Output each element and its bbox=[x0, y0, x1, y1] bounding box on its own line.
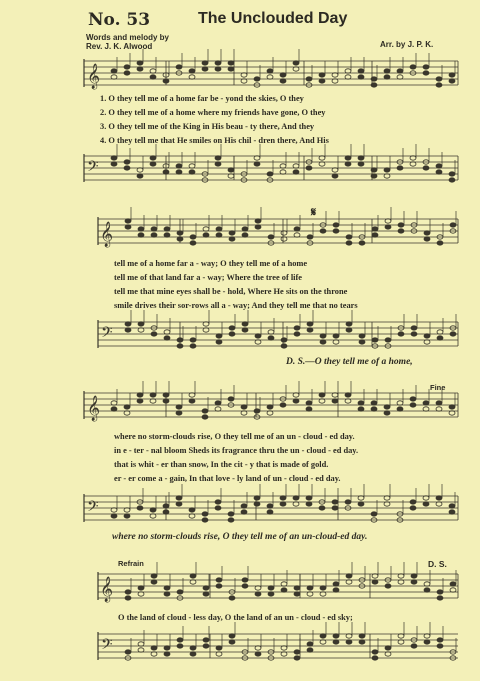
ds-marker: D. S. bbox=[428, 559, 447, 569]
credit-author: Rev. J. K. Alwood bbox=[86, 42, 153, 51]
hymn-title: The Unclouded Day bbox=[198, 10, 348, 27]
lyric-line: tell me that mine eyes shall be - hold, Where He sits on the throne bbox=[114, 287, 348, 296]
verse-lyrics-3 bbox=[114, 430, 358, 486]
svg-text:𝄢: 𝄢 bbox=[87, 498, 99, 519]
fine-marker: Fine bbox=[430, 383, 446, 392]
treble-staff-2 bbox=[0, 213, 480, 253]
svg-text:𝄢: 𝄢 bbox=[101, 636, 113, 657]
segno-mark: 𝄋 bbox=[311, 205, 317, 219]
lyric-line: in e - ter - nal bloom Sheds its fragrance thru the un - cloud - ed day. bbox=[114, 446, 359, 455]
refrain-lyrics: O the land of cloud - less day, O the land of an un - cloud - ed sky; bbox=[118, 613, 353, 622]
treble-staff-1 bbox=[0, 55, 480, 95]
lyric-line: where no storm-clouds rise, O they tell me of an un - cloud - ed day. bbox=[114, 432, 355, 441]
svg-text:𝄞: 𝄞 bbox=[87, 396, 101, 421]
bass-lyric-line: where no storm-clouds rise, O they tell me of an un-cloud-ed day. bbox=[112, 532, 368, 542]
bass-staff-4 bbox=[0, 628, 480, 668]
verse-lyrics-1 bbox=[100, 92, 329, 148]
author-credit bbox=[86, 33, 169, 51]
svg-text:𝄞: 𝄞 bbox=[87, 64, 101, 89]
lyric-line: er - er come a - gain, In that love - ly land of un - cloud - ed day. bbox=[114, 474, 341, 483]
lyric-line: smile drives their sor-rows all a - way; And they tell me that no tears bbox=[114, 301, 358, 310]
ds-instruction: D. S.—O they tell me of a home, bbox=[286, 357, 413, 367]
bass-staff-3 bbox=[0, 490, 480, 530]
svg-text:𝄞: 𝄞 bbox=[100, 577, 114, 602]
svg-text:𝄢: 𝄢 bbox=[101, 324, 113, 345]
lyric-line: 4. O they tell me that He smiles on His chil - dren there, And His bbox=[100, 136, 329, 145]
verse-lyrics-2 bbox=[114, 257, 358, 313]
lyric-line: 2. O they tell me of a home where my friends have gone, O they bbox=[100, 108, 326, 117]
lyric-line: 1. O they tell me of a home far be - yond the skies, O they bbox=[100, 94, 304, 103]
hymn-number: No. 53 bbox=[88, 10, 151, 30]
treble-staff-3 bbox=[0, 387, 480, 427]
svg-text:𝄞: 𝄞 bbox=[100, 222, 114, 247]
arranger-credit: Arr. by J. P. K. bbox=[380, 40, 434, 49]
refrain-label: Refrain bbox=[118, 559, 144, 568]
lyric-line: tell me of that land far a - way; Where the tree of life bbox=[114, 273, 303, 282]
credit-words: Words and melody by bbox=[86, 33, 169, 42]
svg-text:𝄢: 𝄢 bbox=[87, 158, 99, 179]
lyric-line: 3. O they tell me of the King in His beau - ty there, And they bbox=[100, 122, 315, 131]
lyric-line: that is whit - er than snow, In the cit - y that is made of gold. bbox=[114, 460, 329, 469]
treble-staff-4 bbox=[0, 568, 480, 608]
bass-staff-2 bbox=[0, 316, 480, 356]
lyric-line: tell me of a home far a - way; O they tell me of a home bbox=[114, 259, 308, 268]
bass-staff-1 bbox=[0, 150, 480, 190]
